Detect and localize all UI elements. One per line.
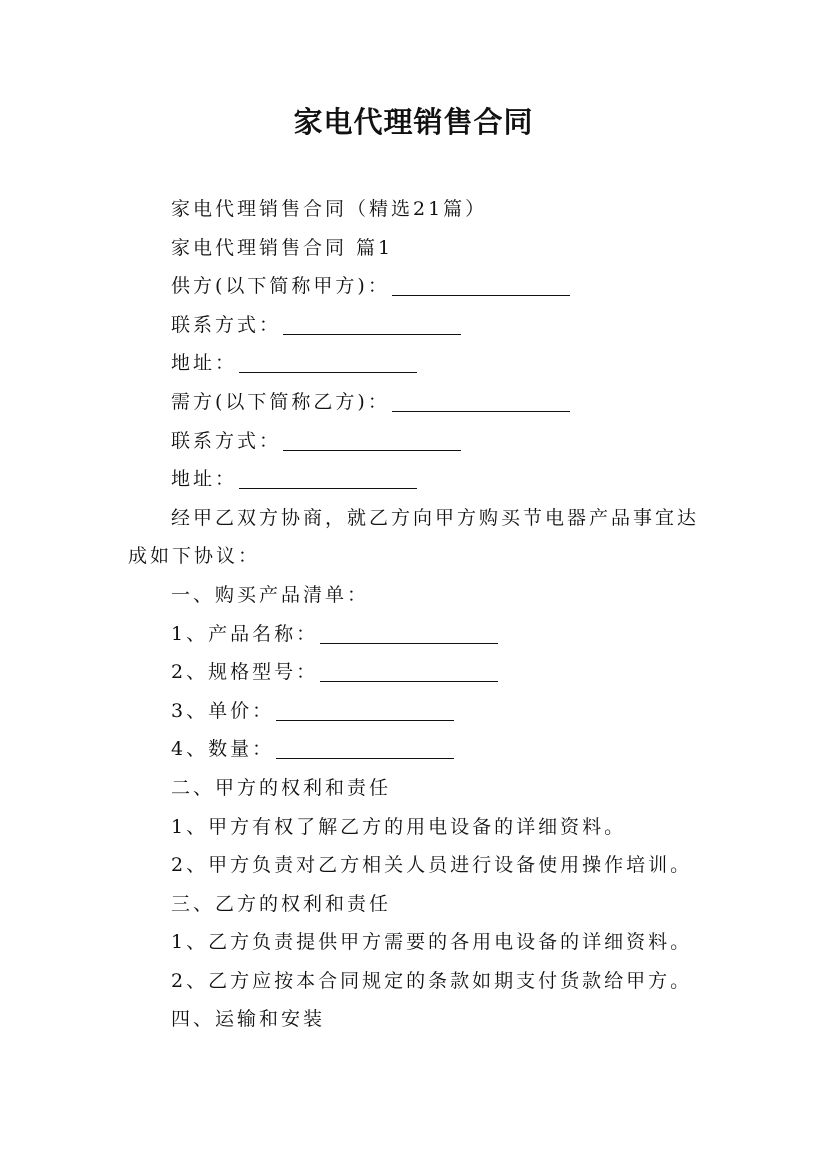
- buyer-label: 需方(以下简称乙方)：: [171, 390, 390, 413]
- agreement-paragraph: 经甲乙双方协商，就乙方向甲方购买节电器产品事宜达成如下协议：: [128, 506, 700, 568]
- supplier-contact-line: [128, 306, 703, 345]
- buyer-blank: [392, 389, 570, 412]
- buyer-address-line: [128, 460, 703, 499]
- supplier-blank: [392, 273, 570, 296]
- document-subtitle: 家电代理销售合同（精选21篇）: [171, 198, 488, 220]
- supplier-contact-blank: [283, 312, 461, 335]
- buyer-address-label: 地址：: [171, 468, 238, 491]
- buyer-contact-line: [128, 422, 703, 461]
- clause2-item-2: 2、甲方负责对乙方相关人员进行设备使用操作培训。: [171, 854, 693, 877]
- buyer-contact-label: 联系方式：: [171, 429, 282, 452]
- quantity-label: 4、数量：: [171, 738, 275, 761]
- quantity-blank: [276, 736, 454, 759]
- clause1-item-model: [128, 653, 703, 692]
- clause1-item-unit-price: [128, 692, 703, 731]
- clause4-heading: 四、运输和安装: [171, 1008, 326, 1031]
- section-heading: 家电代理销售合同 篇1: [171, 236, 394, 259]
- clause1-item-quantity: [128, 730, 703, 769]
- supplier-address-line: [128, 344, 703, 383]
- model-label: 2、规格型号：: [171, 661, 319, 684]
- document-body: [128, 190, 703, 1039]
- product-name-label: 1、产品名称：: [171, 622, 319, 645]
- document-title: 家电代理销售合同: [293, 105, 534, 139]
- supplier-contact-label: 联系方式：: [171, 313, 282, 336]
- clause3-heading: 三、乙方的权利和责任: [171, 892, 392, 915]
- clause1-item-product-name: [128, 615, 703, 654]
- product-name-blank: [320, 621, 498, 644]
- unit-price-blank: [276, 698, 454, 721]
- clause3-item-1: 1、乙方负责提供甲方需要的各用电设备的详细资料。: [171, 931, 693, 954]
- supplier-line: [128, 267, 703, 306]
- clause1-heading: 一、购买产品清单：: [171, 583, 370, 606]
- clause3-item-2: 2、乙方应按本合同规定的条款如期支付货款给甲方。: [171, 969, 693, 992]
- supplier-address-label: 地址：: [171, 352, 238, 375]
- buyer-line: [128, 383, 703, 422]
- supplier-label: 供方(以下简称甲方)：: [171, 275, 390, 298]
- model-blank: [320, 659, 498, 682]
- supplier-address-blank: [239, 350, 417, 373]
- buyer-address-blank: [239, 466, 417, 489]
- clause2-heading: 二、甲方的权利和责任: [171, 776, 392, 799]
- clause2-item-1: 1、甲方有权了解乙方的用电设备的详细资料。: [171, 815, 627, 838]
- buyer-contact-blank: [283, 428, 461, 451]
- unit-price-label: 3、单价：: [171, 699, 275, 722]
